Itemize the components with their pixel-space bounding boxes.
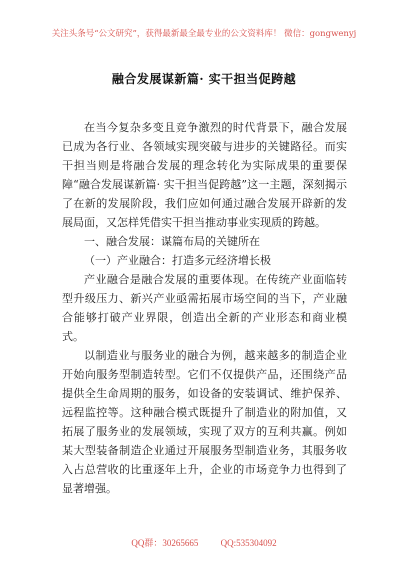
paragraph-manufacturing-example: 以制造业与服务业的融合为例，越来越多的制造企业开始向服务型制造转型。它们不仅提供产品，还围绕产品提供全生命周期的服务，如设备的安装调试、维护保养、远程监控等。这种融合模式既提升了制造业的附加值，又拓展了服务业的发展领域，实现了双方的互利共赢。例如某大型装备制造企业通过开展服务型制造业务，其服务收入占总营收的比重逐年上升，企业的市场竞争力也得到了显著增强。 bbox=[62, 349, 347, 495]
document-title: 融合发展谋新篇· 实干担当促跨越 bbox=[111, 72, 297, 86]
section-heading: 一、融合发展：谋篇布局的关键所在 bbox=[84, 235, 260, 248]
paragraph-industry-fusion: 产业融合是融合发展的重要体现。在传统产业面临转型升级压力、新兴产业亟需拓展市场空间的当下，产业融合能够打破产业界限，创造出全新的产业形态和商业模式。 bbox=[62, 273, 347, 343]
footer-qq-number: QQ:535304092 bbox=[220, 538, 277, 548]
top-banner: 关注头条号“公文研究”，获得最新最全最专业的公文资料库！ 微信：gongwenyj bbox=[51, 29, 357, 39]
subsection-heading: （一）产业融合：打造多元经济增长极 bbox=[84, 254, 271, 267]
paragraph-intro: 在当今复杂多变且竞争激烈的时代背景下，融合发展已成为各行业、各领域实现突破与进步的关键路径。而实干担当则是将融合发展的理念转化为实际成果的重要保障“融合发展谋新篇· 实干担当促跨越”这一主题，深刻揭示了在新的发展阶段，我们应如何通过融合发展开辟新的发展局面，又怎样凭借实干担当推动事业实现质的跨越。 bbox=[62, 121, 347, 229]
footer-contact bbox=[0, 536, 408, 549]
document-body bbox=[62, 118, 347, 498]
footer-qq-group: QQ群：30265665 bbox=[131, 538, 199, 548]
